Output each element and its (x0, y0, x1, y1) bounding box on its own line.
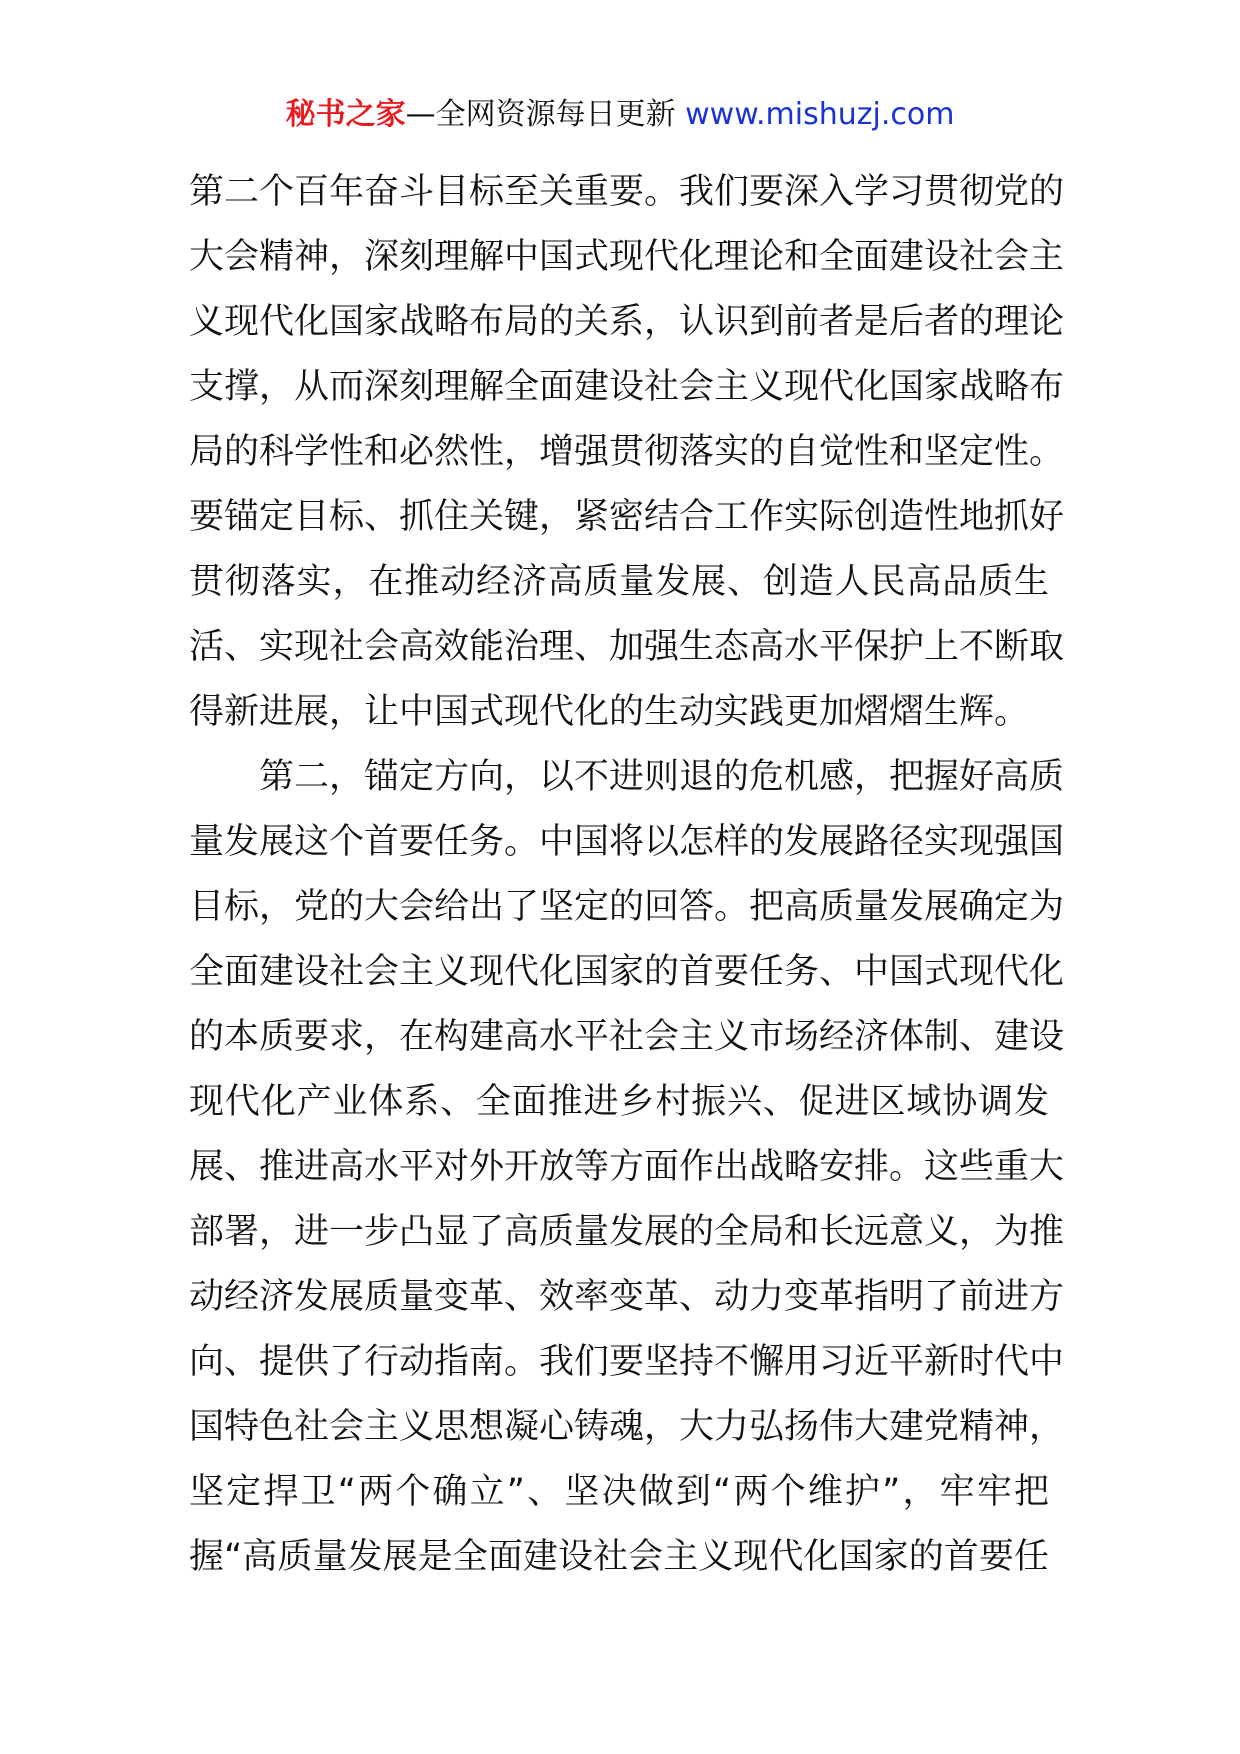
text-line: 动经济发展质量变革、效率变革、动力变革指明了前进方 (189, 1277, 1065, 1317)
text-line: 全面建设社会主义现代化国家的首要任务、中国式现代化 (189, 952, 1065, 992)
text-line: 量发展这个首要任务。中国将以怎样的发展路径实现强国 (189, 822, 1065, 862)
text-line: 部署，进一步凸显了高质量发展的全局和长远意义，为推 (189, 1212, 1065, 1252)
text-line: 大会精神，深刻理解中国式现代化理论和全面建设社会主 (189, 237, 1065, 277)
site-brand: 秘书之家 (285, 97, 406, 132)
text-line: 得新进展，让中国式现代化的生动实践更加熠熠生辉。 (189, 692, 1030, 732)
text-line: 支撑，从而深刻理解全面建设社会主义现代化国家战略布 (189, 367, 1065, 407)
page-header (0, 95, 1240, 135)
text-line: 义现代化国家战略布局的关系，认识到前者是后者的理论 (189, 302, 1065, 342)
text-line: 第二个百年奋斗目标至关重要。我们要深入学习贯彻党的 (189, 172, 1065, 212)
text-line: 局的科学性和必然性，增强贯彻落实的自觉性和坚定性。 (189, 432, 1065, 472)
document-body (189, 160, 1065, 1590)
text-line: 的本质要求，在构建高水平社会主义市场经济体制、建设 (189, 1017, 1065, 1057)
paragraph (189, 745, 1065, 1590)
site-tagline: —全网资源每日更新 (405, 97, 686, 132)
text-line: 目标，党的大会给出了坚定的回答。把高质量发展确定为 (189, 887, 1065, 927)
text-line: 贯彻落实，在推动经济高质量发展、创造人民高品质生 (189, 562, 1049, 602)
text-line: 要锚定目标、抓住关键，紧密结合工作实际创造性地抓好 (189, 497, 1065, 537)
text-line: 握“高质量发展是全面建设社会主义现代化国家的首要任 (189, 1537, 1049, 1577)
text-line: 现代化产业体系、全面推进乡村振兴、促进区域协调发 (189, 1082, 1049, 1122)
text-line: 向、提供了行动指南。我们要坚持不懈用习近平新时代中 (189, 1342, 1065, 1382)
text-line: 国特色社会主义思想凝心铸魂，大力弘扬伟大建党精神， (189, 1407, 1065, 1447)
text-line: 坚定捍卫“两个确立”、坚决做到“两个维护”，牢牢把 (189, 1472, 1049, 1512)
text-line: 活、实现社会高效能治理、加强生态高水平保护上不断取 (189, 627, 1065, 667)
text-line: 展、推进高水平对外开放等方面作出战略安排。这些重大 (189, 1147, 1065, 1187)
text-line: 第二，锚定方向，以不进则退的危机感，把握好高质 (259, 757, 1065, 797)
paragraph (189, 160, 1065, 745)
site-url-link[interactable]: www.mishuzj.com (685, 97, 955, 132)
